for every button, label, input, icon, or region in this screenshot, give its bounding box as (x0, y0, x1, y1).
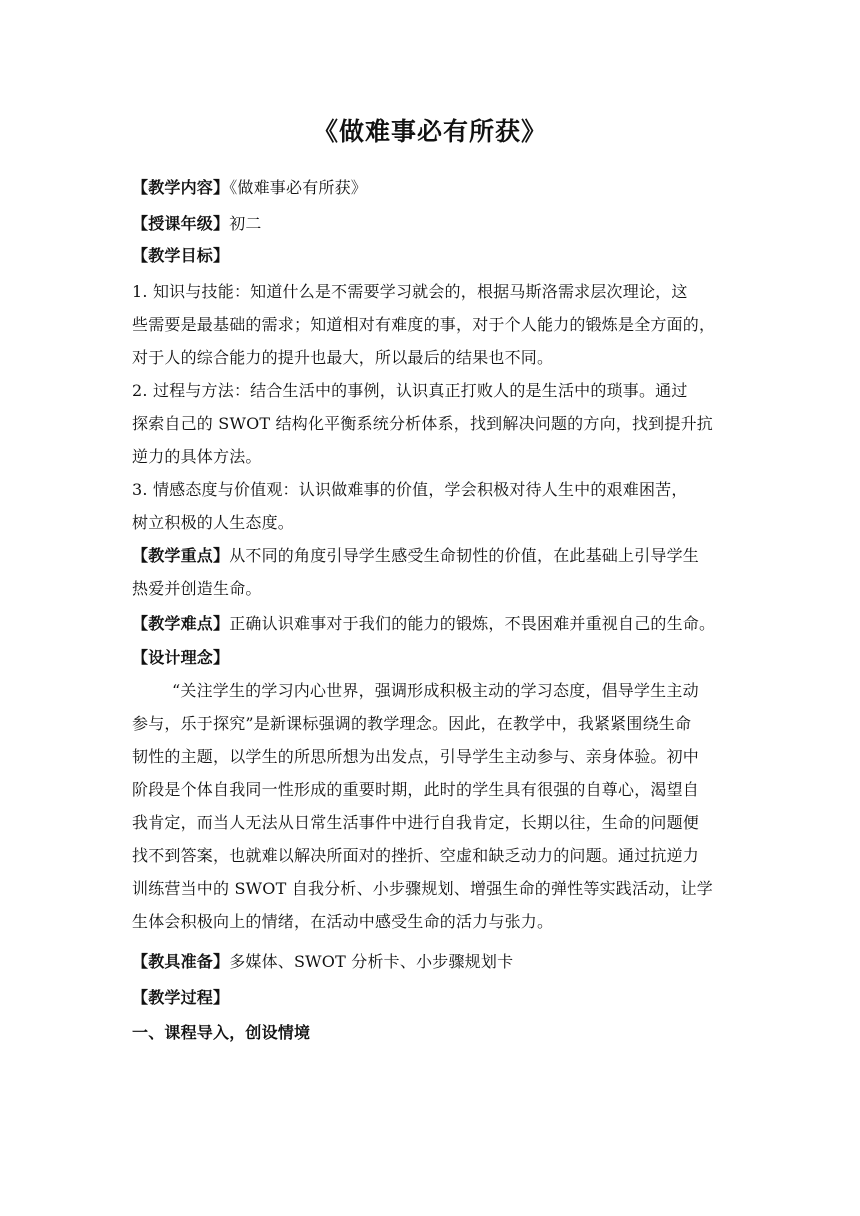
concept-line-7: 训练营当中的 SWOT 自我分析、小步骤规划、增强生命的弹性等实践活动，让学 (132, 879, 713, 898)
difficulty-label: 【教学难点】 (132, 614, 230, 633)
difficulty-value: 正确认识难事对于我们的能力的锻炼，不畏困难并重视自己的生命。 (229, 614, 716, 633)
goal2-line-2: 探索自己的 SWOT 结构化平衡系统分析体系，找到解决问题的方向，找到提升抗 (132, 414, 713, 433)
grade-label: 【授课年级】 (132, 214, 230, 233)
concept-line-2: 参与，乐于探究”是新课标强调的教学理念。因此，在教学中，我紧紧围绕生命 (132, 714, 692, 733)
concept-label: 【设计理念】 (132, 648, 230, 667)
concept-line-3: 韧性的主题，以学生的所思所想为出发点，引导学生主动参与、亲身体验。初中 (132, 747, 700, 766)
tools-line (132, 951, 732, 973)
key-point-text-2: 热爱并创造生命。 (132, 579, 262, 598)
tools-label: 【教具准备】 (132, 952, 230, 971)
key-point-label: 【教学重点】 (132, 546, 230, 565)
process-label: 【教学过程】 (132, 988, 230, 1007)
goal2-line-1: 2. 过程与方法：结合生活中的事例，认识真正打败人的是生活中的琐事。通过 (132, 381, 688, 400)
tools-value: 多媒体、SWOT 分析卡、小步骤规划卡 (229, 952, 514, 971)
section-heading: 一、课程导入，创设情境 (132, 1023, 311, 1042)
goal1-line-2: 些需要是最基础的需求；知道相对有难度的事，对于个人能力的锻炼是全方面的， (132, 315, 716, 334)
content-value: 《做难事必有所获》 (229, 178, 368, 197)
content-line (132, 177, 732, 199)
goal2-line-3: 逆力的具体方法。 (132, 447, 262, 466)
concept-line-5: 我肯定，而当人无法从日常生活事件中进行自我肯定，长期以往，生命的问题便 (132, 813, 700, 832)
key-point-text-1: 从不同的角度引导学生感受生命韧性的价值，在此基础上引导学生 (229, 546, 700, 565)
difficulty-line (132, 613, 732, 635)
content-label: 【教学内容】 (132, 178, 230, 197)
grade-value: 初二 (229, 214, 262, 233)
key-point-line (132, 545, 732, 567)
goal3-line-1: 3. 情感态度与价值观：认识做难事的价值，学会积极对待人生中的艰难困苦， (132, 480, 688, 499)
concept-line-1: “关注学生的学习内心世界，强调形成积极主动的学习态度，倡导学生主动 (172, 681, 699, 700)
grade-line (132, 213, 732, 235)
goal1-line-3: 对于人的综合能力的提升也最大，所以最后的结果也不同。 (132, 348, 554, 367)
document-title: 《做难事必有所获》 (312, 117, 547, 146)
concept-line-8: 生体会积极向上的情绪，在活动中感受生命的活力与张力。 (132, 912, 554, 931)
concept-line-6: 找不到答案，也就难以解决所面对的挫折、空虚和缺乏动力的问题。通过抗逆力 (132, 846, 700, 865)
goals-label: 【教学目标】 (132, 246, 230, 265)
goal1-line-1: 1. 知识与技能：知道什么是不需要学习就会的，根据马斯洛需求层次理论，这 (132, 282, 688, 301)
goal3-line-2: 树立积极的人生态度。 (132, 513, 295, 532)
concept-line-4: 阶段是个体自我同一性形成的重要时期，此时的学生具有很强的自尊心，渴望自 (132, 780, 700, 799)
